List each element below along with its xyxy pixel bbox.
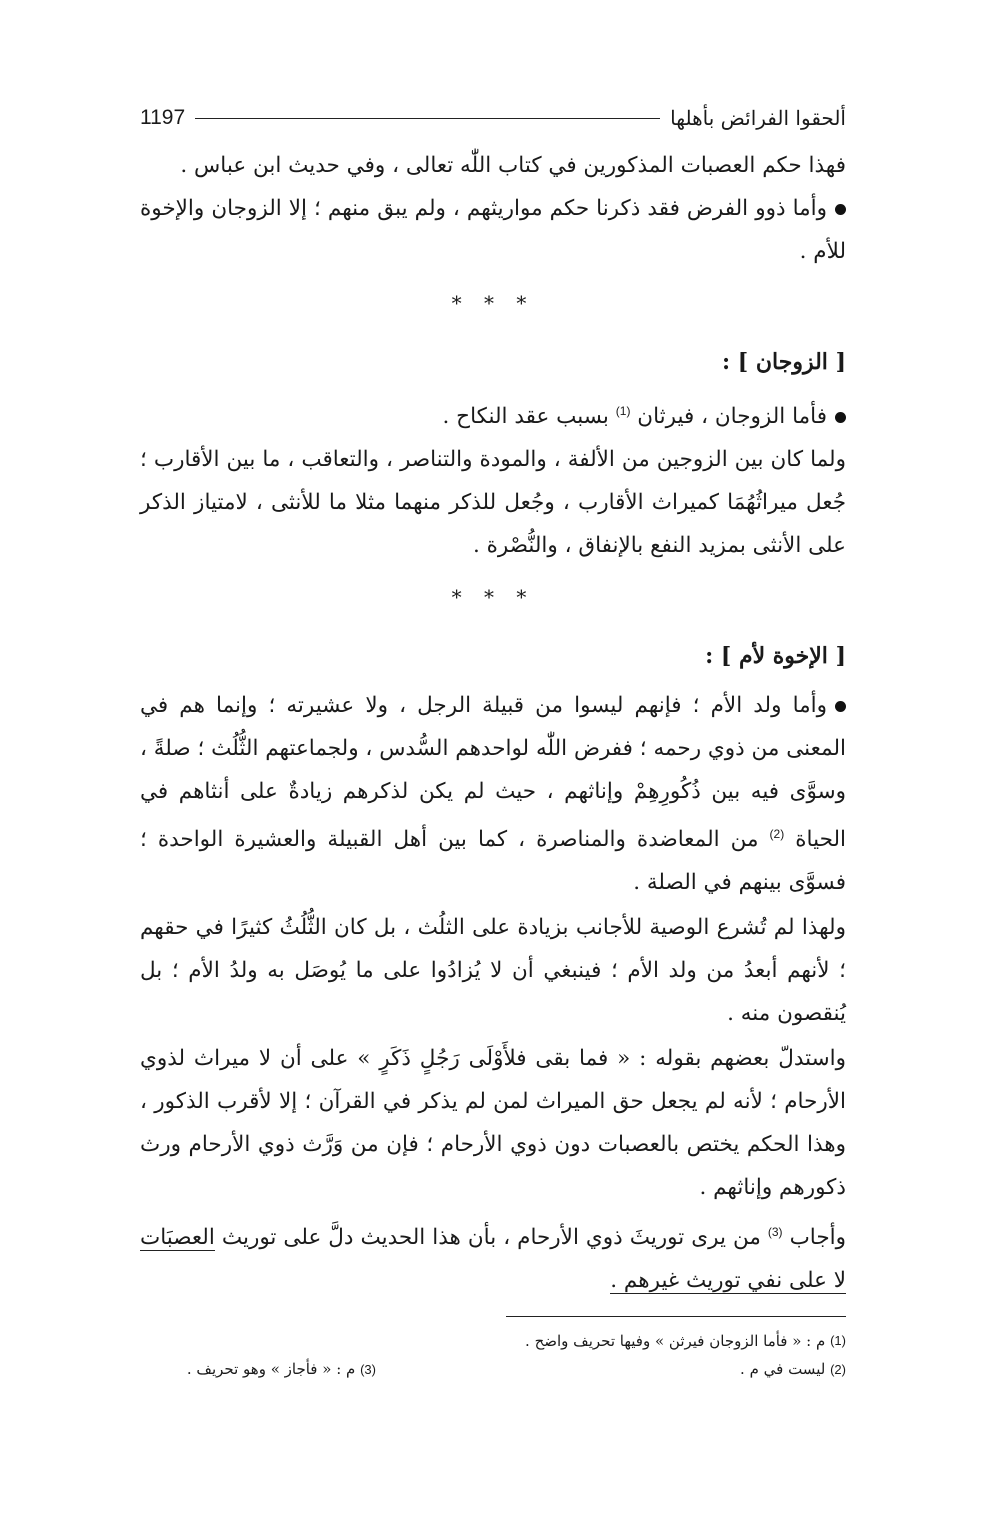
footnote-ref-2: (2): [769, 827, 785, 842]
bullet-icon: [835, 701, 846, 712]
running-header: [140, 98, 846, 138]
inference-paragraph: [140, 1037, 846, 1209]
response-text-middle: من يرى توريثَ ذوي الأرحام ، بأن هذا الحديث دلَّ على توريث: [221, 1225, 761, 1251]
footnote-3: [187, 1355, 376, 1384]
siblings-text-before: وأما ولد الأم ؛ فإنهم ليسوا من قبيلة الرجل ، ولا عشيرته ؛ وإنما هم في المعنى من ذوي رحمه ؛ ففرض اللّٰه لواحدهم السُّدس ، ولجماعتهم الثُّلُث ؛ صلةً ، وسوَّى فيه بين ذُكُورِهِمْ وإناثهم ، حيث لم يكن لذكرهم زيادةٌ على أنثاهم في الحياة: [140, 693, 846, 853]
bullet-icon: [835, 204, 846, 215]
footnote-1-number: (1): [830, 1333, 846, 1349]
intro-paragraph: [140, 144, 846, 187]
spouses-paragraph: [140, 438, 846, 567]
spouses-text-after: بسبب عقد النكاح .: [442, 404, 609, 430]
page-number: 1197: [140, 106, 186, 129]
footnotes-row-2: [140, 1355, 846, 1384]
section-separator: * * *: [451, 585, 535, 610]
footnote-1-text: م : « فأما الزوجان فيرثن » وفيها تحريف واضح .: [525, 1332, 826, 1351]
footnote-1: [140, 1327, 846, 1355]
footnote-rule: [506, 1316, 846, 1317]
response-text-end: العصبَات لا على نفي توريث غيرهم .: [140, 1225, 846, 1294]
footnote-2-text: ليست في م .: [740, 1360, 826, 1379]
spouses-bullet-paragraph: [140, 390, 846, 438]
footnote-2-number: (2): [830, 1362, 846, 1378]
spouses-text: ولما كان بين الزوجين من الألفة ، والمودة والتناصر ، والتعاقب ، ما بين الأقارب ؛ جُعل ميراثُهُمَا كميراث الأقارب ، وجُعل للذكر منهما مثلا ما للأنثى ، لامتياز الذكر على الأنثى بمزيد النفع بالإنفاق ، والنُّصْرة .: [140, 447, 846, 559]
bequest-paragraph: [140, 906, 846, 1035]
bequest-text: ولهذا لم تُشرع الوصية للأجانب بزيادة على الثلُث ، بل كان الثُّلُثُ كثيرًا في حقهم ؛ لأنهم أبعدُ من ولد الأم ؛ فينبغي أن لا يُزادُوا على ما يُوصَل به ولدُ الأم ؛ بل يُنقصون منه .: [140, 915, 846, 1027]
siblings-bullet-paragraph: [140, 684, 846, 904]
header-rule: [195, 118, 660, 119]
footnote-3-text: م : « فأجاز » وهو تحريف .: [186, 1360, 356, 1379]
running-title: ألحقوا الفرائض بأهلها: [670, 106, 846, 130]
inference-text: واستدلّ بعضهم بقوله : « فما بقى فلأَوْلَى رَجُلٍ ذَكَرٍ » على أن لا ميراث لذوي الأرحام ؛ لأنه لم يجعل حق الميراث لمن لم يذكر في القرآن ؛ إلا لأقرب الذكور ، وهذا الحكم يختص بالعصبات دون ذوي الأرحام ؛ فإن من وَرَّث ذوي الأرحام ورث ذكورهم وإناثهم .: [140, 1046, 846, 1201]
bullet-icon: [835, 412, 846, 423]
response-paragraph: [140, 1211, 846, 1302]
book-page: [140, 98, 846, 1384]
intro-text: فهذا حكم العصبات المذكورين في كتاب اللّٰه تعالى ، وفي حديث ابن عباس .: [180, 153, 846, 178]
heading-spouses: [ الزوجان ] :: [722, 349, 846, 375]
response-text-before: وأجاب: [789, 1225, 846, 1251]
footnote-3-number: (3): [360, 1362, 376, 1378]
footnotes: [140, 1327, 846, 1384]
footnote-2: [376, 1355, 846, 1384]
spouses-text-before: فأما الزوجان ، فيرثان: [637, 404, 827, 430]
intro-bullet-paragraph: [140, 187, 846, 273]
intro-bullet-text: وأما ذوو الفرض فقد ذكرنا حكم مواريثهم ، ولم يبق منهم ؛ إلا الزوجان والإخوة للأم .: [140, 196, 846, 264]
siblings-text-after: من المعاضدة والمناصرة ، كما بين أهل القبيلة والعشيرة الواحدة ؛ فسوَّى بينهم في الصلة .: [140, 827, 846, 896]
section-separator: * * *: [451, 291, 535, 315]
footnote-ref-1: (1): [615, 404, 631, 418]
footnote-ref-3: (3): [767, 1225, 783, 1240]
heading-maternal-siblings: [ الإخوة لأم ] :: [705, 643, 846, 670]
